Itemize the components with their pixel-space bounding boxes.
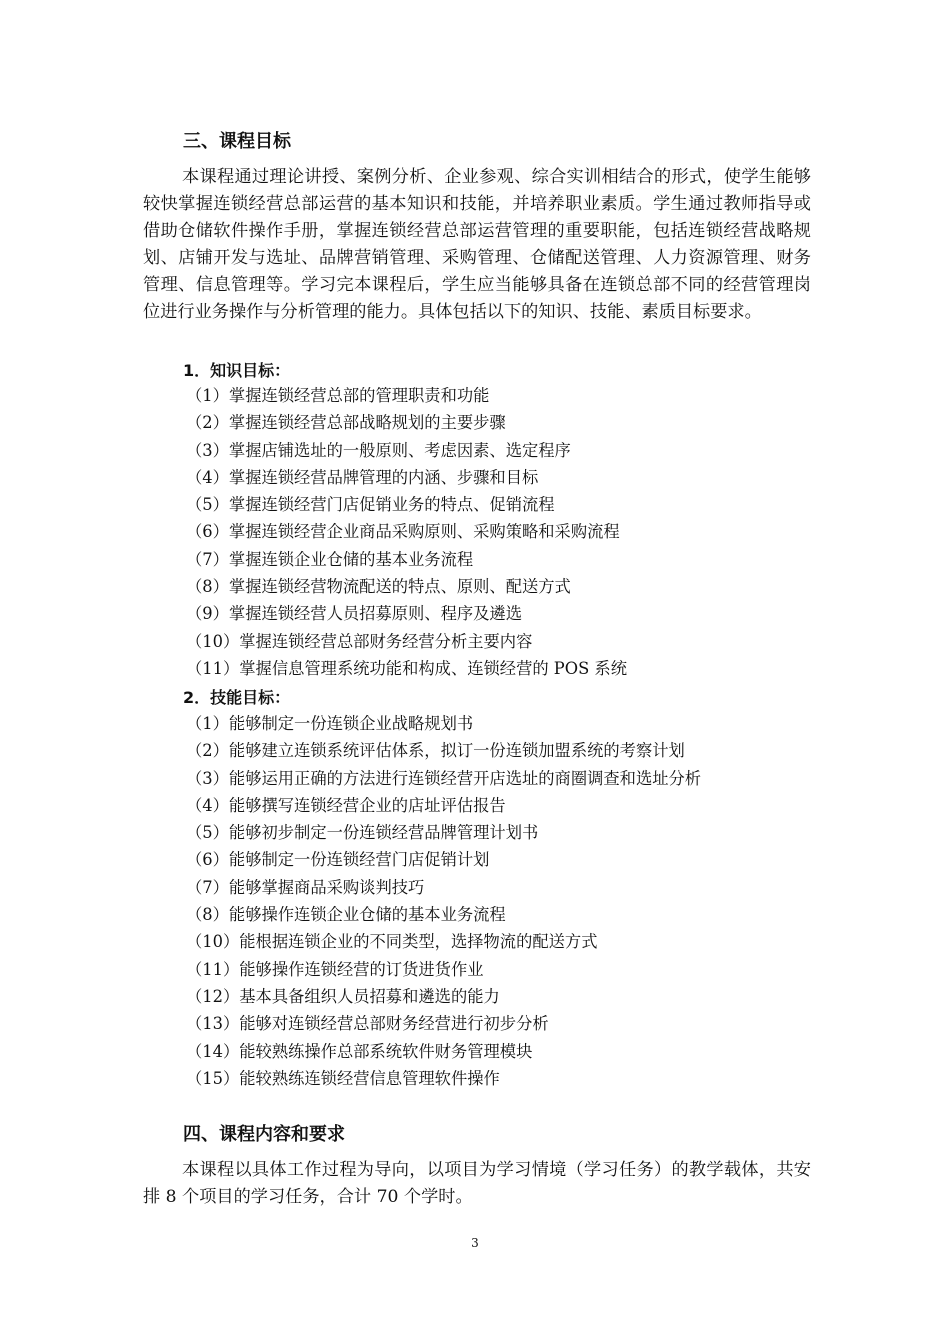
list-item: （6）能够制定一份连锁经营门店促销计划 <box>186 850 490 870</box>
list-item: （10）掌握连锁经营总部财务经营分析主要内容 <box>186 631 533 651</box>
list-item: （6）掌握连锁经营企业商品采购原则、采购策略和采购流程 <box>186 522 620 542</box>
list-item: （8）能够操作连锁企业仓储的基本业务流程 <box>186 905 506 925</box>
list-item: （4）能够撰写连锁经营企业的店址评估报告 <box>186 795 506 815</box>
section-4-paragraph: 本课程以具体工作过程为导向，以项目为学习情境（学习任务）的教学载体，共安排 8 个项目的学习任务，合计 70 个学时。 <box>143 1160 811 1208</box>
list-item: （1）能够制定一份连锁企业战略规划书 <box>186 714 474 733</box>
list-item: （10）能根据连锁企业的不同类型，选择物流的配送方式 <box>186 932 598 952</box>
list-item: （2）能够建立连锁系统评估体系，拟订一份连锁加盟系统的考察计划 <box>186 741 685 761</box>
list-item: （5）掌握连锁经营门店促销业务的特点、促销流程 <box>186 495 555 515</box>
knowledge-goals-title: 1．知识目标： <box>183 361 291 380</box>
skill-goals-list <box>186 710 701 1092</box>
list-item: （2）掌握连锁经营总部战略规划的主要步骤 <box>186 413 506 433</box>
page-number: 3 <box>471 1236 479 1250</box>
section-3-paragraph: 本课程通过理论讲授、案例分析、企业参观、综合实训相结合的形式，使学生能够较快掌握连锁经营总部运营的基本知识和技能，并培养职业素质。学生通过教师指导或借助仓储软件操作手册，掌握连锁经营总部运营管理的重要职能，包括连锁经营战略规划、店铺开发与选址、品牌营销管理、采购管理、仓储配送管理、人力资源管理、财务管理、信息管理等。学习完本课程后，学生应当能够具备在连锁总部不同的经营管理岗位进行业务操作与分析管理的能力。具体包括以下的知识、技能、素质目标要求。 <box>143 167 811 323</box>
knowledge-goals-list <box>186 382 627 682</box>
list-item: （15）能较熟练连锁经营信息管理软件操作 <box>186 1068 500 1088</box>
list-item: （7）能够掌握商品采购谈判技巧 <box>186 877 425 897</box>
list-item: （7）掌握连锁企业仓储的基本业务流程 <box>186 549 474 569</box>
list-item: （9）掌握连锁经营人员招募原则、程序及遴选 <box>186 604 522 624</box>
skill-goals-title: 2．技能目标： <box>183 688 291 707</box>
list-item: （8）掌握连锁经营物流配送的特点、原则、配送方式 <box>186 577 571 597</box>
list-item: （14）能较熟练操作总部系统软件财务管理模块 <box>186 1041 533 1061</box>
list-item: （11）能够操作连锁经营的订货进货作业 <box>186 959 484 979</box>
list-item: （3）能够运用正确的方法进行连锁经营开店选址的商圈调查和选址分析 <box>186 768 702 788</box>
list-item: （4）掌握连锁经营品牌管理的内涵、步骤和目标 <box>186 467 539 487</box>
list-item: （12）基本具备组织人员招募和遴选的能力 <box>186 986 500 1006</box>
list-item: （11）掌握信息管理系统功能和构成、连锁经营的 POS 系统 <box>186 658 627 678</box>
list-item: （3）掌握店铺选址的一般原则、考虑因素、选定程序 <box>186 440 571 460</box>
list-item: （1）掌握连锁经营总部的管理职责和功能 <box>186 386 490 405</box>
list-item: （5）能够初步制定一份连锁经营品牌管理计划书 <box>186 823 539 843</box>
list-item: （13）能够对连锁经营总部财务经营进行初步分析 <box>186 1014 549 1034</box>
section-3-heading: 三、课程目标 <box>183 131 291 152</box>
section-4-heading: 四、课程内容和要求 <box>183 1124 345 1145</box>
